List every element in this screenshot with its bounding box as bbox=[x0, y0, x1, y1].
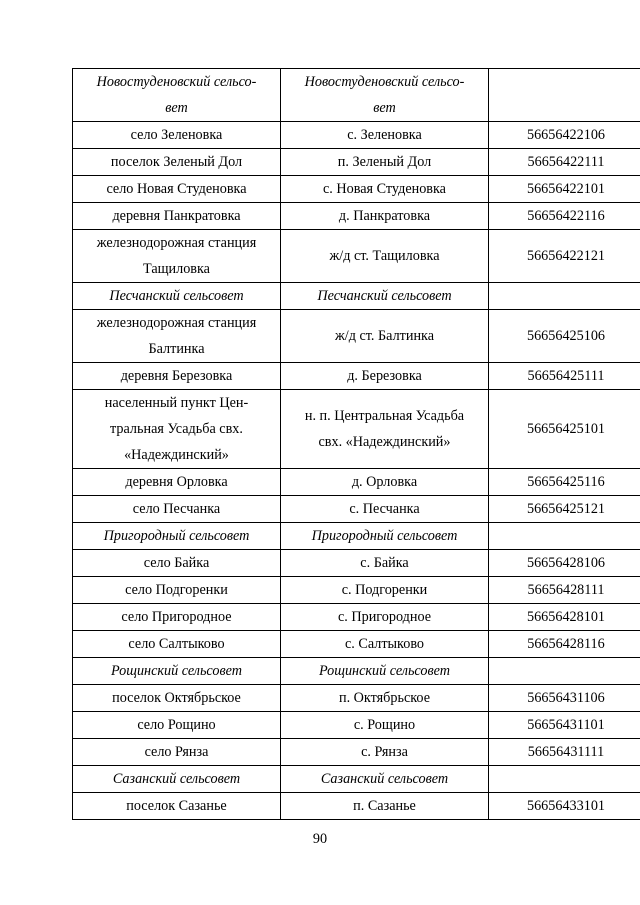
section-row bbox=[73, 766, 640, 793]
official-name-cell: с. Рощино bbox=[281, 712, 489, 739]
settlements-table-body bbox=[73, 69, 640, 820]
settlement-name-cell: село Зеленовка bbox=[73, 122, 281, 149]
section-row bbox=[73, 658, 640, 685]
oktmo-code-cell bbox=[489, 69, 640, 122]
oktmo-code-cell: 56656422111 bbox=[489, 149, 640, 176]
section-row bbox=[73, 283, 640, 310]
oktmo-code-cell bbox=[489, 523, 640, 550]
settlement-name-cell: село Салтыково bbox=[73, 631, 281, 658]
settlement-name-cell: село Новая Студеновка bbox=[73, 176, 281, 203]
oktmo-code-cell: 56656431106 bbox=[489, 685, 640, 712]
table-row bbox=[73, 577, 640, 604]
settlement-name-cell: деревня Березовка bbox=[73, 363, 281, 390]
table-row bbox=[73, 712, 640, 739]
table-row bbox=[73, 149, 640, 176]
oktmo-code-cell bbox=[489, 658, 640, 685]
official-name-cell: ж/д ст. Балтинка bbox=[281, 310, 489, 363]
official-name-cell: Сазанский сельсовет bbox=[281, 766, 489, 793]
settlement-name-cell: деревня Панкратовка bbox=[73, 203, 281, 230]
oktmo-code-cell: 56656428116 bbox=[489, 631, 640, 658]
oktmo-code-cell: 56656425116 bbox=[489, 469, 640, 496]
oktmo-code-cell: 56656428106 bbox=[489, 550, 640, 577]
settlements-table bbox=[72, 68, 640, 820]
official-name-cell: д. Панкратовка bbox=[281, 203, 489, 230]
table-row bbox=[73, 310, 640, 363]
table-row bbox=[73, 390, 640, 469]
oktmo-code-cell bbox=[489, 766, 640, 793]
table-row bbox=[73, 176, 640, 203]
oktmo-code-cell: 56656425121 bbox=[489, 496, 640, 523]
table-row bbox=[73, 793, 640, 820]
settlement-name-cell: село Рощино bbox=[73, 712, 281, 739]
oktmo-code-cell: 56656422101 bbox=[489, 176, 640, 203]
oktmo-code-cell: 56656433101 bbox=[489, 793, 640, 820]
settlement-name-cell: село Подгоренки bbox=[73, 577, 281, 604]
official-name-cell: Рощинский сельсовет bbox=[281, 658, 489, 685]
settlement-name-cell: железнодорожная станция Тащиловка bbox=[73, 230, 281, 283]
official-name-cell: с. Салтыково bbox=[281, 631, 489, 658]
table-row bbox=[73, 363, 640, 390]
settlement-name-cell: деревня Орловка bbox=[73, 469, 281, 496]
settlement-name-cell: село Рянза bbox=[73, 739, 281, 766]
settlement-name-cell: поселок Октябрьское bbox=[73, 685, 281, 712]
table-row bbox=[73, 604, 640, 631]
settlement-name-cell: населенный пункт Цен- тральная Усадьба свх. «Надеждинский» bbox=[73, 390, 281, 469]
oktmo-code-cell: 56656425106 bbox=[489, 310, 640, 363]
table-row bbox=[73, 203, 640, 230]
official-name-cell: д. Орловка bbox=[281, 469, 489, 496]
settlement-name-cell: поселок Сазанье bbox=[73, 793, 281, 820]
table-row bbox=[73, 469, 640, 496]
settlement-name-cell: село Песчанка bbox=[73, 496, 281, 523]
oktmo-code-cell: 56656425101 bbox=[489, 390, 640, 469]
section-row bbox=[73, 69, 640, 122]
settlement-name-cell: Рощинский сельсовет bbox=[73, 658, 281, 685]
official-name-cell: с. Пригородное bbox=[281, 604, 489, 631]
official-name-cell: с. Рянза bbox=[281, 739, 489, 766]
oktmo-code-cell bbox=[489, 283, 640, 310]
official-name-cell: с. Зеленовка bbox=[281, 122, 489, 149]
settlement-name-cell: Новостуденовский сельсо- вет bbox=[73, 69, 281, 122]
official-name-cell: с. Подгоренки bbox=[281, 577, 489, 604]
settlement-name-cell: Сазанский сельсовет bbox=[73, 766, 281, 793]
settlement-name-cell: железнодорожная станция Балтинка bbox=[73, 310, 281, 363]
settlement-name-cell: поселок Зеленый Дол bbox=[73, 149, 281, 176]
official-name-cell: с. Байка bbox=[281, 550, 489, 577]
oktmo-code-cell: 56656428101 bbox=[489, 604, 640, 631]
table-row bbox=[73, 122, 640, 149]
settlement-name-cell: Пригородный сельсовет bbox=[73, 523, 281, 550]
oktmo-code-cell: 56656422106 bbox=[489, 122, 640, 149]
official-name-cell: д. Березовка bbox=[281, 363, 489, 390]
official-name-cell: п. Зеленый Дол bbox=[281, 149, 489, 176]
official-name-cell: ж/д ст. Тащиловка bbox=[281, 230, 489, 283]
oktmo-code-cell: 56656422121 bbox=[489, 230, 640, 283]
table-row bbox=[73, 739, 640, 766]
official-name-cell: н. п. Центральная Усадьба свх. «Надеждинский» bbox=[281, 390, 489, 469]
official-name-cell: Новостуденовский сельсо- вет bbox=[281, 69, 489, 122]
settlement-name-cell: село Байка bbox=[73, 550, 281, 577]
oktmo-code-cell: 56656425111 bbox=[489, 363, 640, 390]
official-name-cell: п. Сазанье bbox=[281, 793, 489, 820]
table-row bbox=[73, 631, 640, 658]
oktmo-code-cell: 56656428111 bbox=[489, 577, 640, 604]
oktmo-code-cell: 56656431101 bbox=[489, 712, 640, 739]
section-row bbox=[73, 523, 640, 550]
official-name-cell: с. Новая Студеновка bbox=[281, 176, 489, 203]
official-name-cell: с. Песчанка bbox=[281, 496, 489, 523]
table-row bbox=[73, 230, 640, 283]
table-row bbox=[73, 685, 640, 712]
oktmo-code-cell: 56656422116 bbox=[489, 203, 640, 230]
official-name-cell: п. Октябрьское bbox=[281, 685, 489, 712]
official-name-cell: Пригородный сельсовет bbox=[281, 523, 489, 550]
table-row bbox=[73, 550, 640, 577]
settlement-name-cell: село Пригородное bbox=[73, 604, 281, 631]
table-row bbox=[73, 496, 640, 523]
official-name-cell: Песчанский сельсовет bbox=[281, 283, 489, 310]
page-number: 90 bbox=[312, 831, 328, 847]
settlement-name-cell: Песчанский сельсовет bbox=[73, 283, 281, 310]
oktmo-code-cell: 56656431111 bbox=[489, 739, 640, 766]
